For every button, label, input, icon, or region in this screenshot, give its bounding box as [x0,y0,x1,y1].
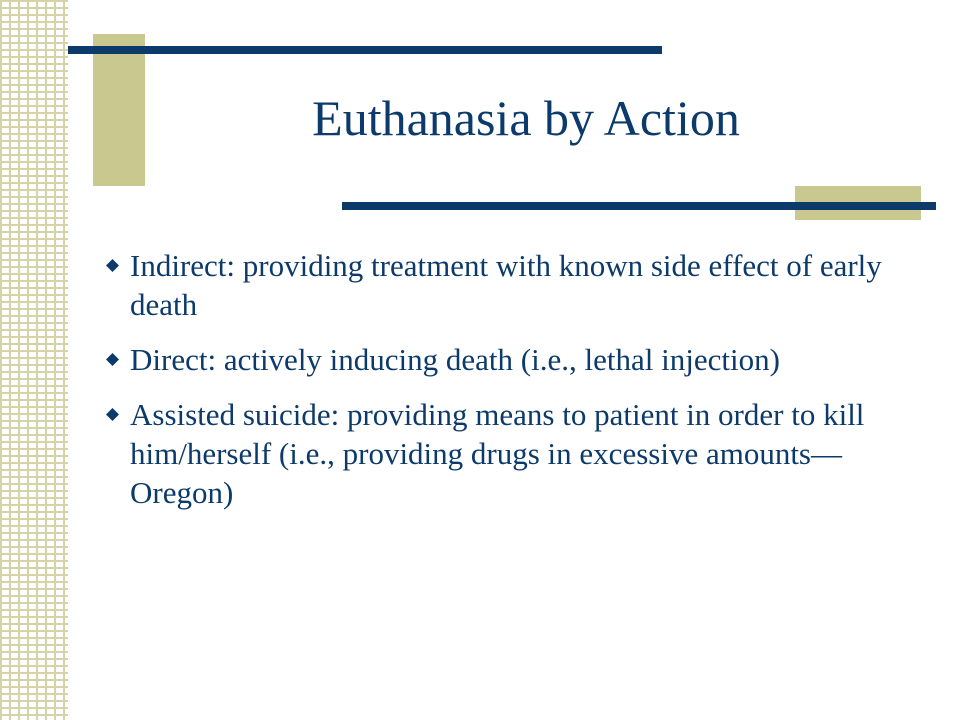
left-striped-margin [0,0,68,720]
bullet-text: Assisted suicide: providing means to patient in order to kill him/herself (i.e., providing drugs in excessive amounts—Oregon) [130,397,865,510]
bullet-text: Indirect: providing treatment with known side effect of early death [130,248,882,322]
diamond-bullet-icon [106,259,119,272]
decor-bottom-navy-bar [342,202,936,210]
decor-top-navy-bar [68,46,662,54]
bullet-item [100,395,900,512]
bullet-item [100,340,900,379]
bullet-text: Direct: actively inducing death (i.e., lethal injection) [130,342,780,377]
diamond-bullet-icon [106,408,119,421]
diamond-bullet-icon [106,353,119,366]
bullet-list [100,246,900,528]
bullet-item [100,246,900,324]
slide-title: Euthanasia by Action [312,90,740,146]
